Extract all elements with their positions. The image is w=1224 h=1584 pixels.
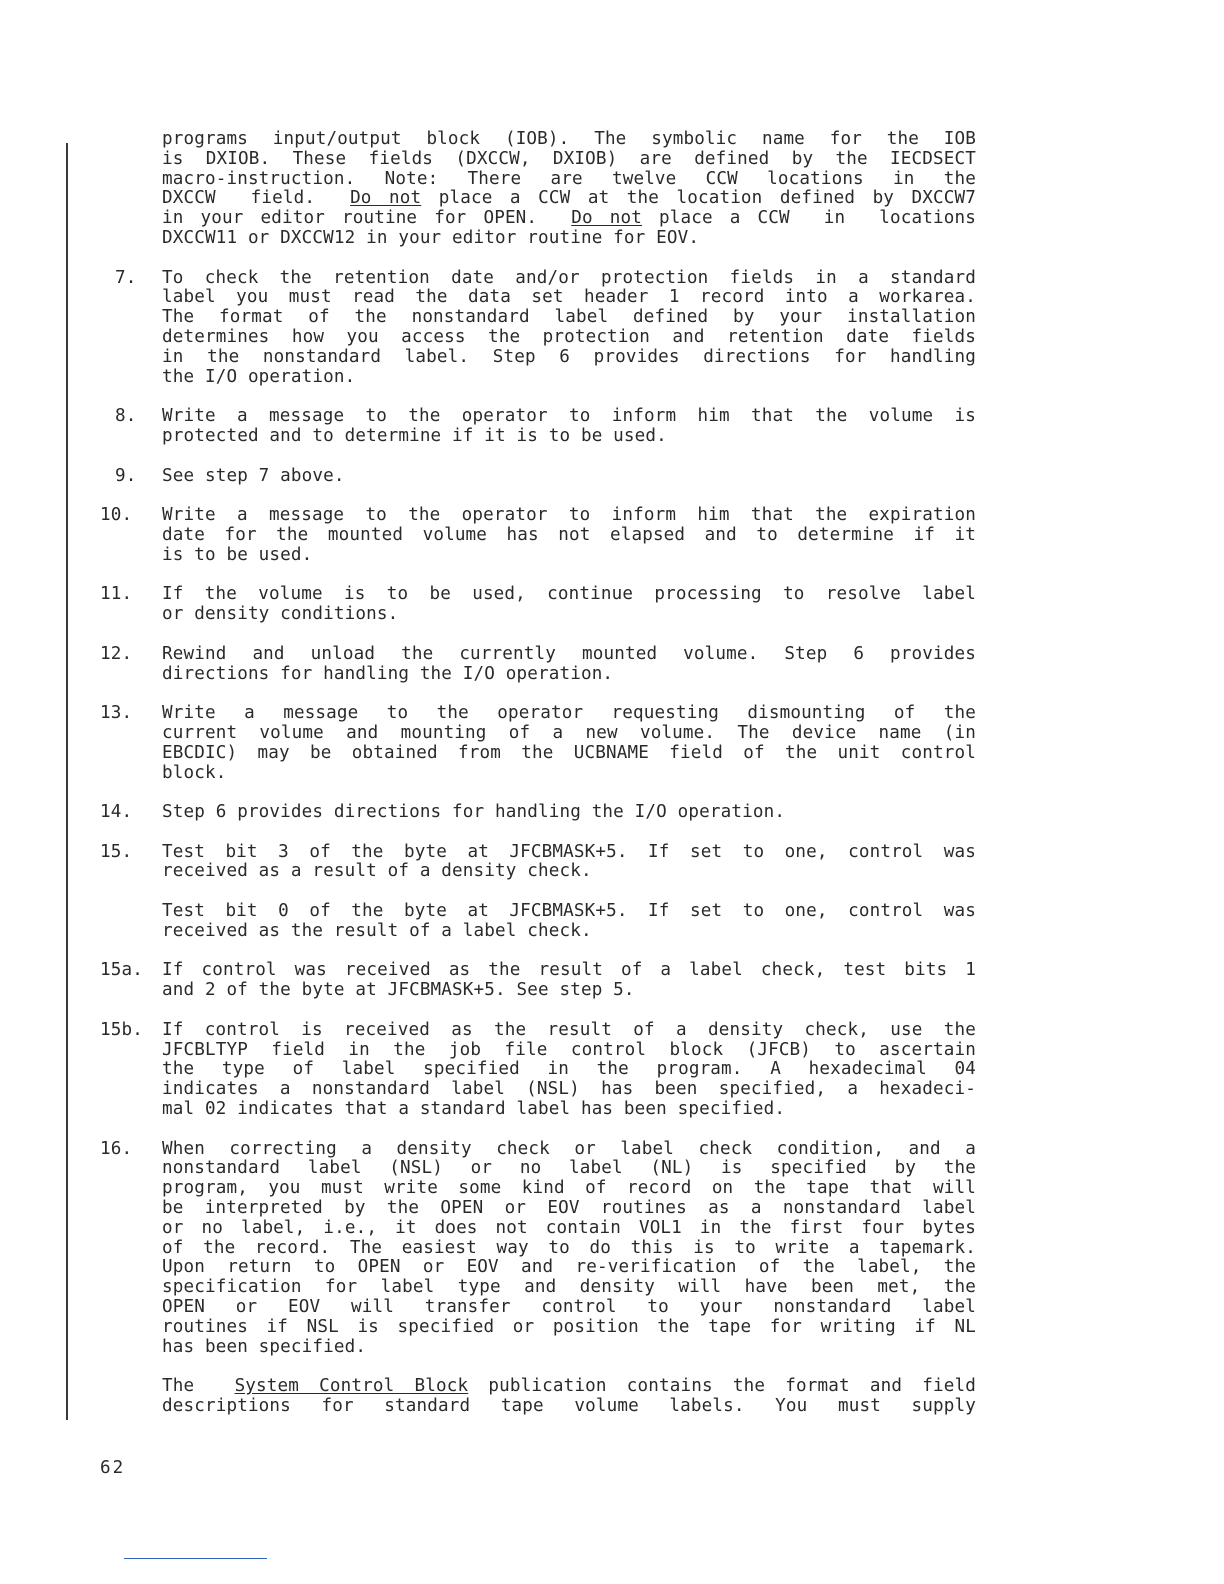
text-line: is to be used. [162,544,313,565]
text-line: OPEN or EOV will transfer control to your nonstandard label [162,1297,976,1318]
text-line: DXCCW field. Do not place a CCW at the location defined by DXCCW7 [162,188,976,209]
text-line: directions for handling the I/O operation. [162,663,614,684]
step-number: 15b. [100,1019,143,1040]
text-line: See step 7 above. [162,465,345,486]
revision-change-bar [66,143,68,1420]
text-line: or density conditions. [162,604,399,625]
step-text [162,645,976,685]
step-item [100,843,976,883]
footer-rule [124,1558,267,1559]
text-line: Upon return to OPEN or EOV and re-verification of the label, the [162,1257,976,1278]
text-line: macro-instruction. Note: There are twelve CCW locations in the [162,168,976,189]
text-line: Step 6 provides directions for handling the I/O operation. [162,802,786,823]
text-line: indicates a nonstandard label (NSL) has been specified, a hexadeci- [162,1079,976,1100]
text-line: be interpreted by the OPEN or EOV routines as a nonstandard label [162,1198,976,1219]
text-line: date for the mounted volume has not elapsed and to determine if it [162,524,976,545]
text-line: the I/O operation. [162,366,356,387]
page-number: 62 [100,1458,126,1478]
text-line: If control was received as the result of a label check, test bits 1 [162,960,976,981]
step-number: 15a. [100,960,143,981]
step-item [100,407,976,447]
text-line: nonstandard label (NSL) or no label (NL) is specified by the [162,1158,976,1179]
text-line: Rewind and unload the currently mounted volume. Step 6 provides [162,643,976,664]
text-line: Test bit 3 of the byte at JFCBMASK+5. If set to one, control was [162,841,976,862]
step-text [162,843,976,883]
text-line: descriptions for standard tape volume labels. You must supply [162,1396,976,1416]
step-text [162,902,976,942]
text-line: routines if NSL is specified or position the tape for writing if NL [162,1316,976,1337]
step-number [100,902,162,942]
step-number: 14. [100,802,133,823]
step-number: 7. [115,267,137,288]
step-item [100,269,976,388]
step-text [162,803,976,823]
step-text [162,1021,976,1120]
text-line: program, you must write some kind of record on the tape that will [162,1178,976,1199]
text-line: If the volume is to be used, continue processing to resolve label [162,584,976,605]
text-line: is DXIOB. These fields (DXCCW, DXIOB) are defined by the IECDSECT [162,148,976,169]
step-item [100,506,976,565]
step-text [162,467,976,487]
text-line: To check the retention date and/or protection fields in a standard [162,267,976,288]
step-text [162,407,976,447]
step-number: 11. [100,584,133,605]
step-number: 12. [100,643,133,664]
text-line: Test bit 0 of the byte at JFCBMASK+5. If set to one, control was [162,901,976,922]
step-text [162,1140,976,1358]
text-line: The format of the nonstandard label defined by your installation [162,307,976,328]
intro-paragraph [162,130,976,249]
text-line: and 2 of the byte at JFCBMASK+5. See step 5. [162,980,635,1001]
text-line: block. [162,762,227,783]
step-number: 8. [115,406,137,427]
step-number: 9. [115,465,137,486]
step-item [100,961,976,1001]
step-text [162,704,976,783]
step-item [100,902,976,942]
emphasis-underline: Do not [350,188,422,209]
text-line: received as a result of a density check. [162,861,592,882]
step-text [162,961,976,1001]
step-text [162,585,976,625]
text-line: DXCCW11 or DXCCW12 in your editor routine for EOV. [162,227,700,248]
step-number: 13. [100,703,133,724]
text-line: of the record. The easiest way to do this is to write a tapemark. [162,1237,976,1258]
step-item [100,803,976,823]
text-line: JFCBLTYP field in the job file control block (JFCB) to ascertain [162,1039,976,1060]
text-line: Write a message to the operator to inform him that the expiration [162,505,976,526]
step-item [100,585,976,625]
text-line: If control is received as the result of a density check, use the [162,1019,976,1040]
step-number: 16. [100,1138,133,1159]
emphasis-underline: Do not [571,208,642,229]
text-line: protected and to determine if it is to be used. [162,425,667,446]
step-item [100,1140,976,1358]
text-line: The System Control Block publication contains the format and field [162,1376,976,1397]
step-item [100,645,976,685]
text-line: current volume and mounting of a new volume. The device name (in [162,722,976,743]
text-line: programs input/output block (IOB). The symbolic name for the IOB [162,129,976,149]
publication-title-underline: System Control Block [234,1376,469,1397]
step-text [162,269,976,388]
text-line: Write a message to the operator to inform him that the volume is [162,406,976,427]
text-line: EBCDIC) may be obtained from the UCBNAME field of the unit control [162,742,976,763]
text-line: mal 02 indicates that a standard label has been specified. [162,1099,786,1120]
step-text [162,506,976,565]
text-line: in the nonstandard label. Step 6 provides directions for handling [162,346,976,367]
text-line: Write a message to the operator requesting dismounting of the [162,703,976,724]
text-line: label you must read the data set header 1 record into a workarea. [162,287,976,308]
text-line: the type of label specified in the program. A hexadecimal 04 [162,1059,976,1080]
text-line: When correcting a density check or label check condition, and a [162,1138,976,1159]
text-line: in your editor routine for OPEN. Do not place a CCW in locations [162,208,976,229]
text-line: determines how you access the protection and retention date fields [162,326,976,347]
step-number: 15. [100,841,133,862]
step-item [100,467,976,487]
text-line: or no label, i.e., it does not contain VOL1 in the first four bytes [162,1217,976,1238]
closing-paragraph [162,1377,976,1417]
step-item [100,1021,976,1120]
text-line: has been specified. [162,1336,367,1357]
body-text [100,130,976,1437]
numbered-steps [100,269,976,1358]
step-item [100,704,976,783]
text-line: received as the result of a label check. [162,920,592,941]
step-number: 10. [100,505,133,526]
text-line: specification for label type and density will have been met, the [162,1277,976,1298]
